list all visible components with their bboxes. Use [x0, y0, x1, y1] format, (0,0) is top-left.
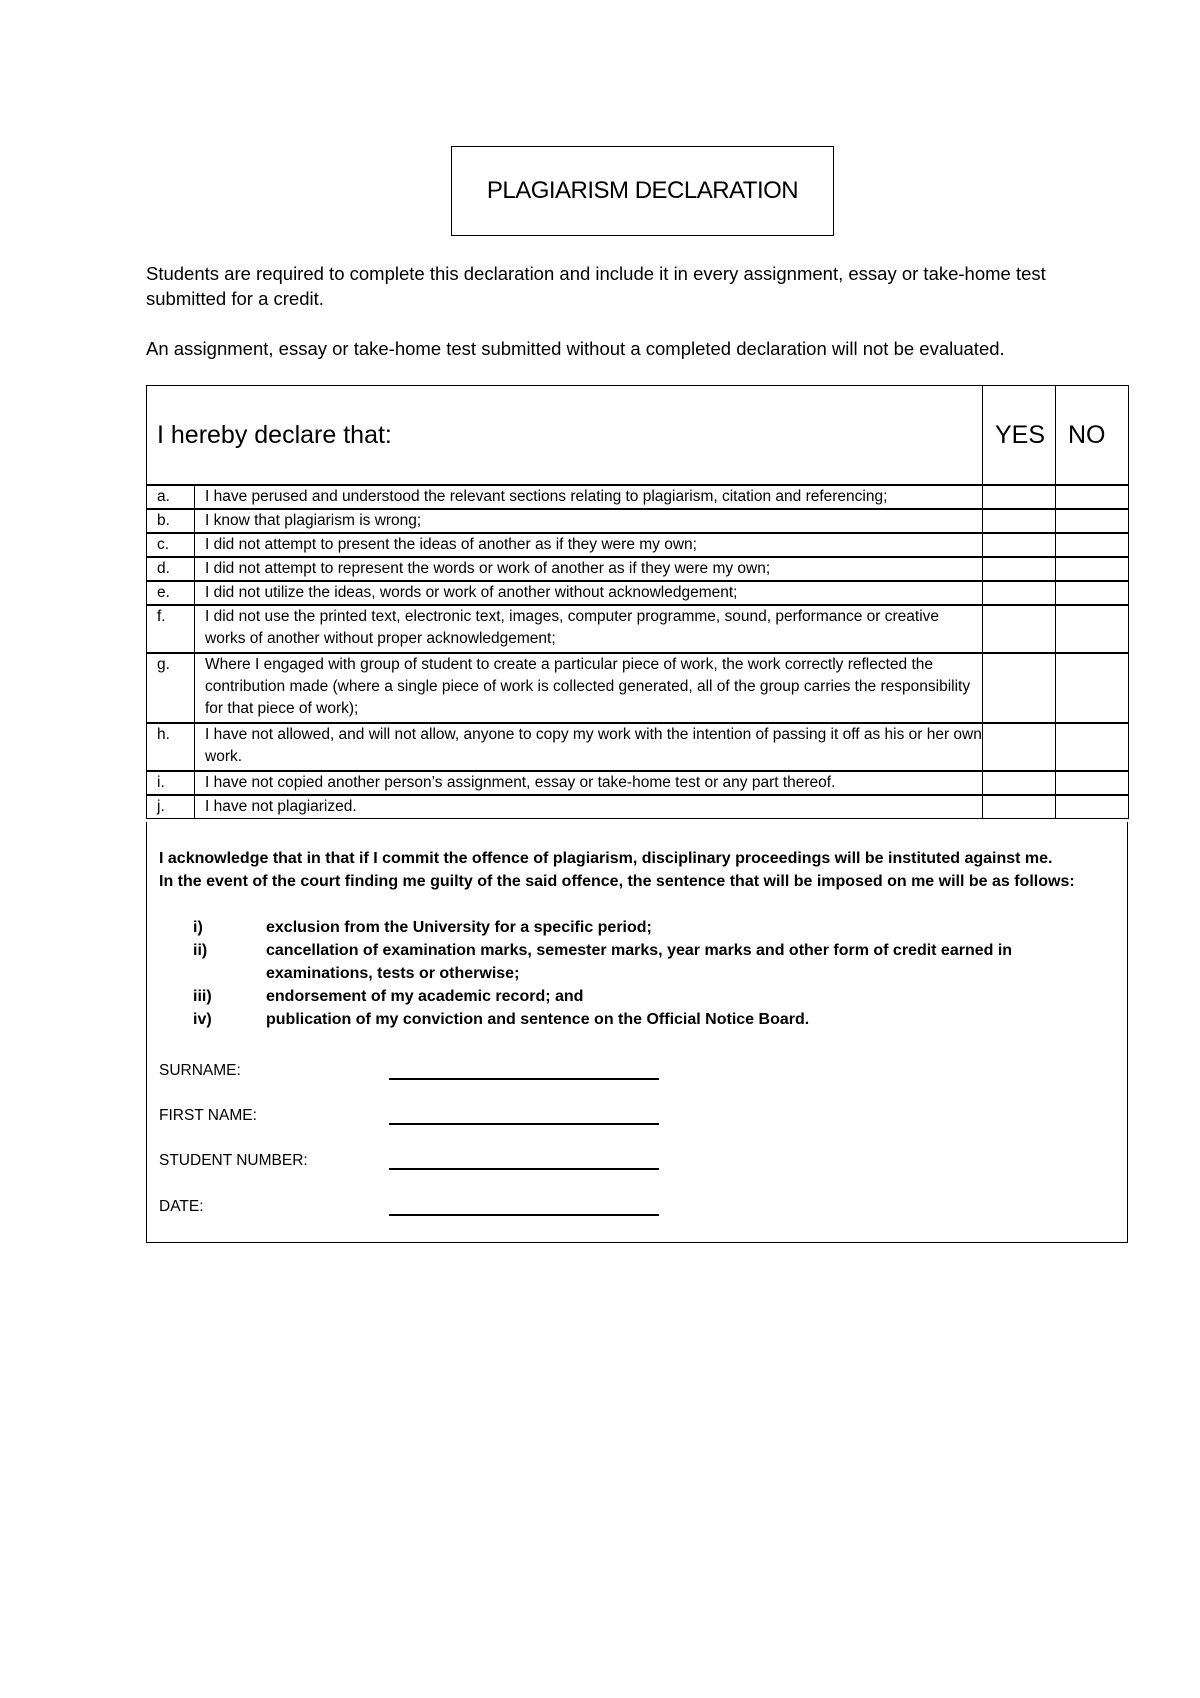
row-letter: e.: [147, 581, 195, 605]
penalty-number: i): [193, 919, 203, 936]
yes-cell[interactable]: [983, 653, 1056, 723]
date-field: [159, 1198, 379, 1216]
no-cell[interactable]: [1056, 509, 1129, 533]
no-cell[interactable]: [1056, 795, 1129, 819]
declaration-title: [451, 146, 834, 236]
yes-cell[interactable]: [983, 557, 1056, 581]
row-statement: I have not copied another person’s assignment, essay or take-home test or any part thereof.: [195, 771, 983, 795]
penalty-text: publication of my conviction and sentence on the Official Notice Board.: [266, 1011, 810, 1028]
row-letter: d.: [147, 557, 195, 581]
yes-column-header: YES: [983, 386, 1056, 486]
date-input-line[interactable]: [389, 1214, 659, 1216]
list-item: [193, 916, 1073, 939]
surname-input-line[interactable]: [389, 1078, 659, 1080]
yes-cell[interactable]: [983, 605, 1056, 653]
no-cell[interactable]: [1056, 605, 1129, 653]
yes-cell[interactable]: [983, 723, 1056, 771]
table-header-row: [147, 386, 1129, 486]
declare-heading: I hereby declare that:: [147, 386, 983, 486]
row-letter: a.: [147, 485, 195, 509]
table-row: [147, 605, 1129, 653]
surname-field: [159, 1062, 379, 1080]
penalty-list: [193, 916, 1073, 1031]
date-label: DATE:: [159, 1198, 204, 1215]
table-row: [147, 509, 1129, 533]
row-letter: j.: [147, 795, 195, 819]
row-statement: I did not attempt to present the ideas of another as if they were my own;: [195, 533, 983, 557]
yes-cell[interactable]: [983, 581, 1056, 605]
row-letter: g.: [147, 653, 195, 723]
yes-cell[interactable]: [983, 533, 1056, 557]
table-row: [147, 771, 1129, 795]
list-item: [193, 985, 1073, 1008]
student-number-label: STUDENT NUMBER:: [159, 1152, 308, 1169]
acknowledgement-text: [159, 847, 1119, 893]
row-statement: I have not allowed, and will not allow, anyone to copy my work with the intention of passing it off as his or her own work.: [195, 723, 983, 771]
penalty-number: ii): [193, 942, 208, 959]
no-cell[interactable]: [1056, 653, 1129, 723]
first-name-label: FIRST NAME:: [159, 1107, 257, 1124]
penalty-number: iv): [193, 1011, 212, 1028]
intro-paragraph-2: An assignment, essay or take-home test submitted without a completed declaration will not be evaluated.: [146, 338, 1005, 359]
acknowledgement-box: [146, 822, 1128, 1243]
no-cell[interactable]: [1056, 557, 1129, 581]
yes-cell[interactable]: [983, 485, 1056, 509]
table-row: [147, 581, 1129, 605]
table-row: [147, 795, 1129, 819]
acknowledgement-line-1: I acknowledge that in that if I commit the offence of plagiarism, disciplinary proceedings will be instituted against me.: [159, 850, 1053, 867]
student-number-input-line[interactable]: [389, 1168, 659, 1170]
yes-cell[interactable]: [983, 509, 1056, 533]
penalty-text: cancellation of examination marks, semester marks, year marks and other form of credit earned in examinations, tests or otherwise;: [266, 942, 1013, 982]
table-row: [147, 533, 1129, 557]
list-item: [193, 939, 1073, 985]
row-statement: I did not attempt to represent the words or work of another as if they were my own;: [195, 557, 983, 581]
row-letter: i.: [147, 771, 195, 795]
row-statement: I did not use the printed text, electronic text, images, computer programme, sound, performance or creative works of another without proper acknowledgement;: [195, 605, 983, 653]
yes-cell[interactable]: [983, 795, 1056, 819]
row-statement: I know that plagiarism is wrong;: [195, 509, 983, 533]
row-statement: Where I engaged with group of student to create a particular piece of work, the work correctly reflected the contribution made (where a single piece of work is collected generated, all of the group carries the responsibility for that piece of work);: [195, 653, 983, 723]
row-letter: f.: [147, 605, 195, 653]
first-name-field: [159, 1107, 379, 1125]
table-row: [147, 653, 1129, 723]
title-text: PLAGIARISM DECLARATION: [486, 177, 799, 204]
row-letter: h.: [147, 723, 195, 771]
first-name-input-line[interactable]: [389, 1123, 659, 1125]
surname-label: SURNAME:: [159, 1062, 241, 1079]
penalty-text: exclusion from the University for a specific period;: [266, 919, 652, 936]
student-number-field: [159, 1152, 379, 1170]
no-cell[interactable]: [1056, 771, 1129, 795]
no-cell[interactable]: [1056, 723, 1129, 771]
penalty-number: iii): [193, 988, 212, 1005]
table-row: [147, 485, 1129, 509]
yes-cell[interactable]: [983, 771, 1056, 795]
declaration-table: [146, 385, 1129, 819]
row-letter: b.: [147, 509, 195, 533]
intro-paragraph-1: Students are required to complete this declaration and include it in every assignment, essay or take-home test submitted for a credit.: [146, 263, 1046, 309]
row-statement: I have not plagiarized.: [195, 795, 983, 819]
no-column-header: NO: [1056, 386, 1129, 486]
penalty-text: endorsement of my academic record; and: [266, 988, 584, 1005]
no-cell[interactable]: [1056, 533, 1129, 557]
acknowledgement-line-2: In the event of the court finding me guilty of the said offence, the sentence that will be imposed on me will be as follows:: [159, 873, 1075, 890]
row-letter: c.: [147, 533, 195, 557]
table-row: [147, 723, 1129, 771]
table-row: [147, 557, 1129, 581]
row-statement: I did not utilize the ideas, words or work of another without acknowledgement;: [195, 581, 983, 605]
list-item: [193, 1008, 1073, 1031]
no-cell[interactable]: [1056, 581, 1129, 605]
no-cell[interactable]: [1056, 485, 1129, 509]
row-statement: I have perused and understood the relevant sections relating to plagiarism, citation and referencing;: [195, 485, 983, 509]
